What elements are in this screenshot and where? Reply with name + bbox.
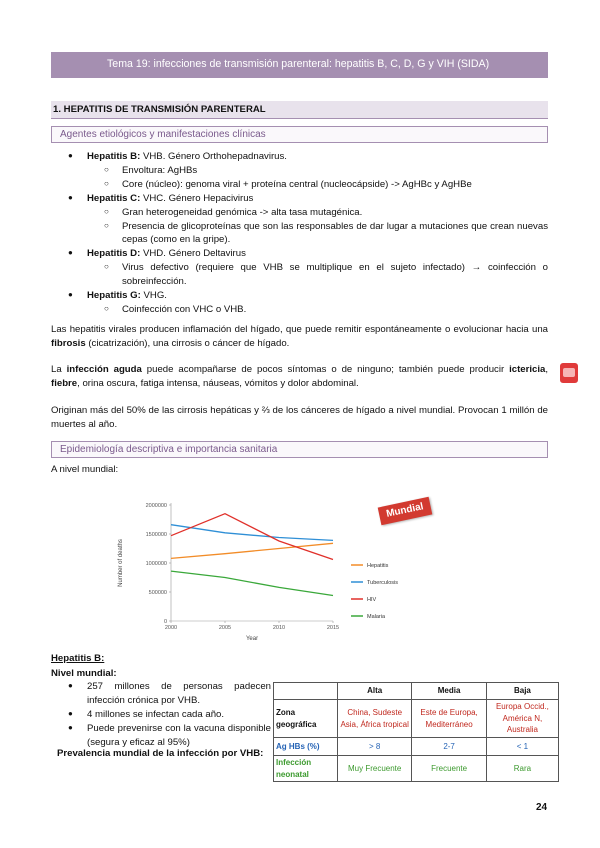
legend-label: HIV (367, 597, 377, 603)
subsection-heading-text: Agentes etiológicos y manifestaciones clínicas (60, 129, 266, 140)
table-cell: Rara (486, 756, 558, 782)
table-header-cell: Baja (486, 683, 558, 700)
table-cell: Europa Occid., América N, Australia (486, 700, 558, 738)
y-tick-label: 2000000 (145, 503, 167, 509)
list-item: ● Puede prevenirse con la vacuna disponible (segura y eficaz al 95%) (51, 722, 271, 750)
section-heading (51, 101, 548, 119)
page-number: 24 (536, 802, 548, 813)
series-line-hiv (171, 514, 333, 560)
agent-desc: VHB. Género Orthohepadnavirus. (140, 151, 287, 162)
legend-label: Hepatitis (367, 563, 389, 569)
subsection-heading-text: Epidemiología descriptiva e importancia sanitaria (60, 444, 278, 455)
text-run: , orina oscura, fatiga intensa, náuseas, vómitos y dolor abdominal. (77, 377, 359, 389)
table-cell: < 1 (486, 738, 558, 756)
agent-name: Hepatitis C: (87, 192, 141, 204)
y-tick-label: 1000000 (145, 561, 167, 567)
row-label: Zona geográfica (274, 700, 338, 738)
subsection-heading-epi (51, 441, 548, 458)
table-cell: Muy Frecuente (338, 756, 412, 782)
paragraph-cirrhosis-stats (51, 404, 548, 432)
x-tick-label: 2015 (326, 625, 340, 631)
list-item: ○ Coinfección con VHC o VHB. (87, 303, 548, 317)
row-label: Ag HBs (%) (274, 738, 338, 756)
x-tick-label: 2010 (272, 625, 286, 631)
table-row (274, 738, 559, 756)
text-run: La (51, 364, 67, 375)
text-run: infección aguda (66, 364, 142, 375)
agent-desc: VHC. Género Hepacivirus (140, 192, 254, 204)
y-axis-label: Number of deaths (118, 539, 124, 587)
text-run: Originan más del 50% de las cirrosis hepáticas y ⅔ de los cánceres de hígado a nivel mundial. Provocan 1 millón de muertes al año. (51, 405, 548, 430)
nivel-mundial-label: A nivel mundial: (51, 464, 119, 475)
chapter-title-banner (51, 52, 548, 78)
list-item: ● 4 millones se infectan cada año. (51, 708, 271, 722)
agents-list (51, 150, 548, 317)
x-tick-label: 2000 (164, 625, 178, 631)
list-item (51, 289, 548, 317)
section-heading-text: 1. HEPATITIS DE TRANSMISIÓN PARENTERAL (53, 104, 266, 115)
table-cell: > 8 (338, 738, 412, 756)
text-run: fibrosis (51, 337, 86, 349)
table-header-cell: Alta (338, 683, 412, 700)
agent-desc: VHG. (140, 290, 167, 302)
side-bookmark-tab[interactable] (560, 363, 578, 383)
bookmark-icon (563, 368, 575, 377)
list-item (51, 150, 548, 192)
prevalence-table (273, 682, 559, 782)
y-tick-label: 500000 (148, 590, 167, 596)
table-header-cell (274, 683, 338, 700)
text-run: , (545, 364, 549, 375)
table-cell: Este de Europa, Mediterráneo (412, 700, 486, 738)
text-run: (cicatrización), una cirrosis o cáncer de hígado. (85, 337, 290, 349)
table-row (274, 700, 559, 738)
prevalence-title: Prevalencia mundial de la infección por VHB: (57, 748, 264, 759)
table-cell: 2-7 (412, 738, 486, 756)
series-line-malaria (171, 571, 333, 595)
text-run: Las hepatitis virales producen inflamación del hígado, que puede remitir espontáneamente o evolucionar hacia una (51, 324, 548, 335)
hepb-nivel-label: Nivel mundial: (51, 668, 117, 679)
hepb-title: Hepatitis B: (51, 653, 105, 664)
y-tick-label: 0 (163, 619, 167, 625)
legend-label: Malaria (367, 614, 386, 620)
list-item: ○ Envoltura: AgHBs (87, 164, 548, 178)
list-item: ● 257 millones de personas padecen infección crónica por VHB. (51, 680, 271, 708)
agent-name: Hepatitis B: (87, 151, 141, 162)
list-item: ○ Gran heterogeneidad genómica -> alta tasa mutagénica. (87, 206, 548, 220)
list-item (51, 192, 548, 248)
list-item (51, 247, 548, 289)
table-header-cell: Media (412, 683, 486, 700)
x-tick-label: 2005 (218, 625, 232, 631)
row-label: Infección neonatal (274, 756, 338, 782)
table-cell: China, Sudeste Asia, África tropical (338, 700, 412, 738)
paragraph-hepatitis-evolution (51, 323, 548, 351)
subsection-heading-agents (51, 126, 548, 143)
x-axis-label: Year (245, 636, 259, 642)
hepb-bullets (51, 680, 271, 750)
y-tick-label: 1500000 (145, 532, 167, 538)
table-row (274, 756, 559, 782)
text-run: puede acompañarse de pocos síntomas o de ninguno; también puede producir (141, 364, 510, 375)
text-run: ictericia (509, 364, 546, 375)
legend-label: Tuberculosis (367, 580, 398, 586)
list-item: ○ Virus defectivo (requiere que VHB se multiplique en el sujeto infectado) → coinfección o sobreinfección. (87, 261, 548, 289)
chapter-title: Tema 19: infecciones de transmisión parenteral: hepatitis B, C, D, G y VIH (SIDA) (107, 58, 490, 70)
list-item: ○ Core (núcleo): genoma viral + proteína central (nucleocápside) -> AgHBc y AgHBe (87, 178, 548, 192)
text-run: fiebre (51, 377, 78, 389)
list-item: ○ Presencia de glicoproteínas que son las responsables de dar lugar a mutaciones que crean nuevas cepas (como en la gripe). (87, 220, 548, 248)
table-cell: Frecuente (412, 756, 486, 782)
agent-name: Hepatitis D: (87, 248, 141, 260)
mundial-badge: Mundial (378, 497, 433, 525)
agent-desc: VHD. Género Deltavirus (140, 248, 246, 260)
agent-name: Hepatitis G: (87, 290, 141, 302)
paragraph-acute-infection (51, 363, 548, 391)
table-header-row (274, 683, 559, 700)
